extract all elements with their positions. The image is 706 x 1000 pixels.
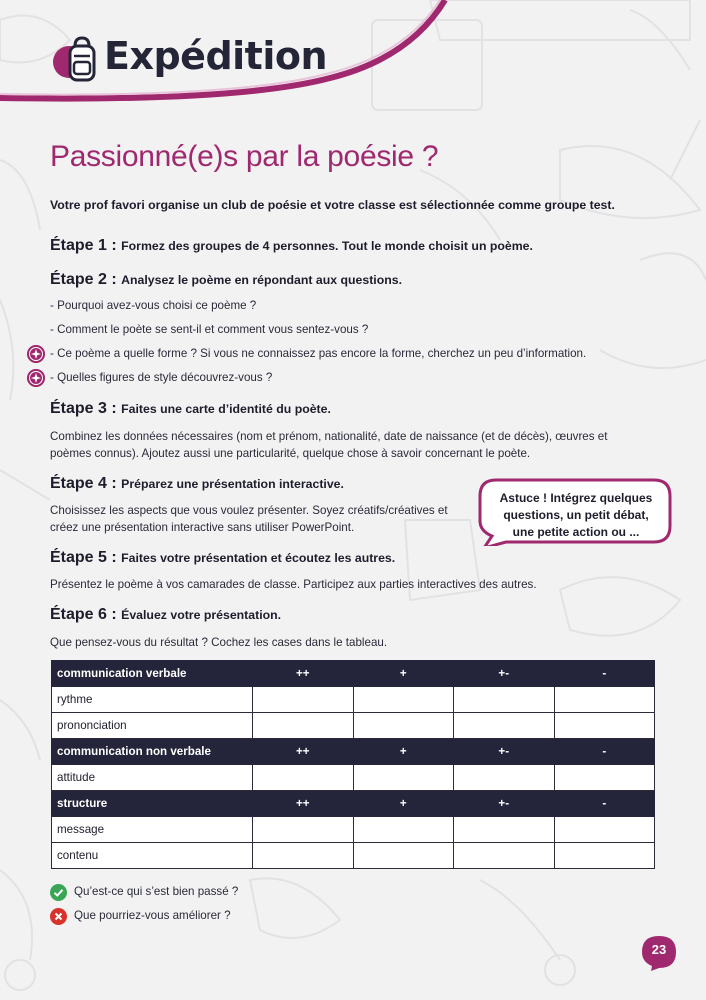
criterion-label: contenu [52,843,253,869]
rating-cell[interactable] [253,687,354,713]
question-item: - Pourquoi avez-vous choisi ce poème ? [50,299,257,312]
step-2 [50,271,402,289]
question-item: - Quelles figures de style découvrez-vous ? [50,371,273,384]
reflection-good: Qu’est-ce qui s’est bien passé ? [74,885,239,898]
step-instruction: Évaluez votre présentation. [121,608,282,622]
step-5-text: Présentez le poème à vos camarades de classe. Participez aux parties interactives des autres. [50,578,537,591]
rating-cell[interactable] [454,713,555,739]
rating-cell[interactable] [253,817,354,843]
table-row [52,765,655,791]
section-title: communication verbale [52,661,253,687]
page-number: 23 [651,942,667,957]
table-row [52,817,655,843]
rating-cell[interactable] [253,843,354,869]
criterion-label: message [52,817,253,843]
tip-text [492,490,660,541]
question-item: - Ce poème a quelle forme ? Si vous ne connaissez pas encore la forme, cherchez un peu d’information. [50,347,587,360]
step-label: Étape 3 : [50,400,117,417]
page-title: Passionné(e)s par la poésie ? [50,140,439,173]
step-label: Étape 6 : [50,606,117,623]
step-3-text-line: Combinez les données nécessaires (nom et prénom, nationalité, date de naissance (et de décès), œuvres et [50,430,608,443]
backpack-icon [52,34,102,86]
scale-label: +- [454,739,555,765]
table-section-header [52,661,655,687]
step-label: Étape 1 : [50,237,117,254]
table-section-header [52,791,655,817]
rating-cell[interactable] [353,817,454,843]
step-instruction: Faites votre présentation et écoutez les autres. [121,551,396,565]
rating-cell[interactable] [554,765,655,791]
rating-cell[interactable] [353,687,454,713]
scale-label: + [353,739,454,765]
rating-cell[interactable] [554,817,655,843]
criterion-label: prononciation [52,713,253,739]
table-row [52,687,655,713]
step-instruction: Formez des groupes de 4 personnes. Tout le monde choisit un poème. [121,239,533,253]
rating-cell[interactable] [253,713,354,739]
step-6-text: Que pensez-vous du résultat ? Cochez les cases dans le tableau. [50,636,388,649]
rating-cell[interactable] [554,713,655,739]
step-6 [50,606,281,624]
scale-label: + [353,791,454,817]
step-label: Étape 2 : [50,271,117,288]
step-label: Étape 4 : [50,475,117,492]
question-item: - Comment le poète se sent-il et comment vous sentez-vous ? [50,323,369,336]
step-1 [50,237,533,255]
scale-label: + [353,661,454,687]
step-5 [50,549,395,567]
scale-label: - [554,739,655,765]
rating-cell[interactable] [554,843,655,869]
rating-cell[interactable] [454,687,555,713]
step-3-text-line: poèmes connus). Ajoutez aussi une particularité, quelque chose à savoir concernant le poète. [50,447,531,460]
step-instruction: Analysez le poème en répondant aux questions. [121,273,402,287]
evaluation-table [51,660,655,869]
rating-cell[interactable] [353,843,454,869]
reflection-improve: Que pourriez-vous améliorer ? [74,909,231,922]
step-instruction: Préparez une présentation interactive. [121,477,344,491]
section-title: Expédition [104,34,328,78]
tip-line: questions, un petit débat, [503,508,649,522]
cross-circle-icon [50,908,67,925]
intro-text: Votre prof favori organise un club de poésie et votre classe est sélectionnée comme groupe test. [50,198,615,212]
scale-label: ++ [253,661,354,687]
step-4-text-line: créez une présentation interactive sans utiliser PowerPoint. [50,521,355,534]
table-row [52,713,655,739]
table-row [52,843,655,869]
criterion-label: rythme [52,687,253,713]
rating-cell[interactable] [353,713,454,739]
step-4 [50,475,344,493]
star-icon [27,369,45,387]
step-4-text-line: Choisissez les aspects que vous voulez présenter. Soyez créatifs/créatives et [50,504,448,517]
rating-cell[interactable] [454,817,555,843]
tip-line: Astuce ! Intégrez quelques [499,491,653,505]
scale-label: ++ [253,739,354,765]
step-instruction: Faites une carte d’identité du poète. [121,402,331,416]
step-3 [50,400,331,418]
section-title: structure [52,791,253,817]
rating-cell[interactable] [454,843,555,869]
scale-label: +- [454,661,555,687]
tip-line: une petite action ou ... [512,525,640,539]
table-section-header [52,739,655,765]
scale-label: - [554,791,655,817]
check-circle-icon [50,884,67,901]
rating-cell[interactable] [554,687,655,713]
rating-cell[interactable] [454,765,555,791]
scale-label: ++ [253,791,354,817]
step-label: Étape 5 : [50,549,117,566]
section-title: communication non verbale [52,739,253,765]
rating-cell[interactable] [253,765,354,791]
criterion-label: attitude [52,765,253,791]
star-icon [27,345,45,363]
scale-label: +- [454,791,555,817]
rating-cell[interactable] [353,765,454,791]
scale-label: - [554,661,655,687]
